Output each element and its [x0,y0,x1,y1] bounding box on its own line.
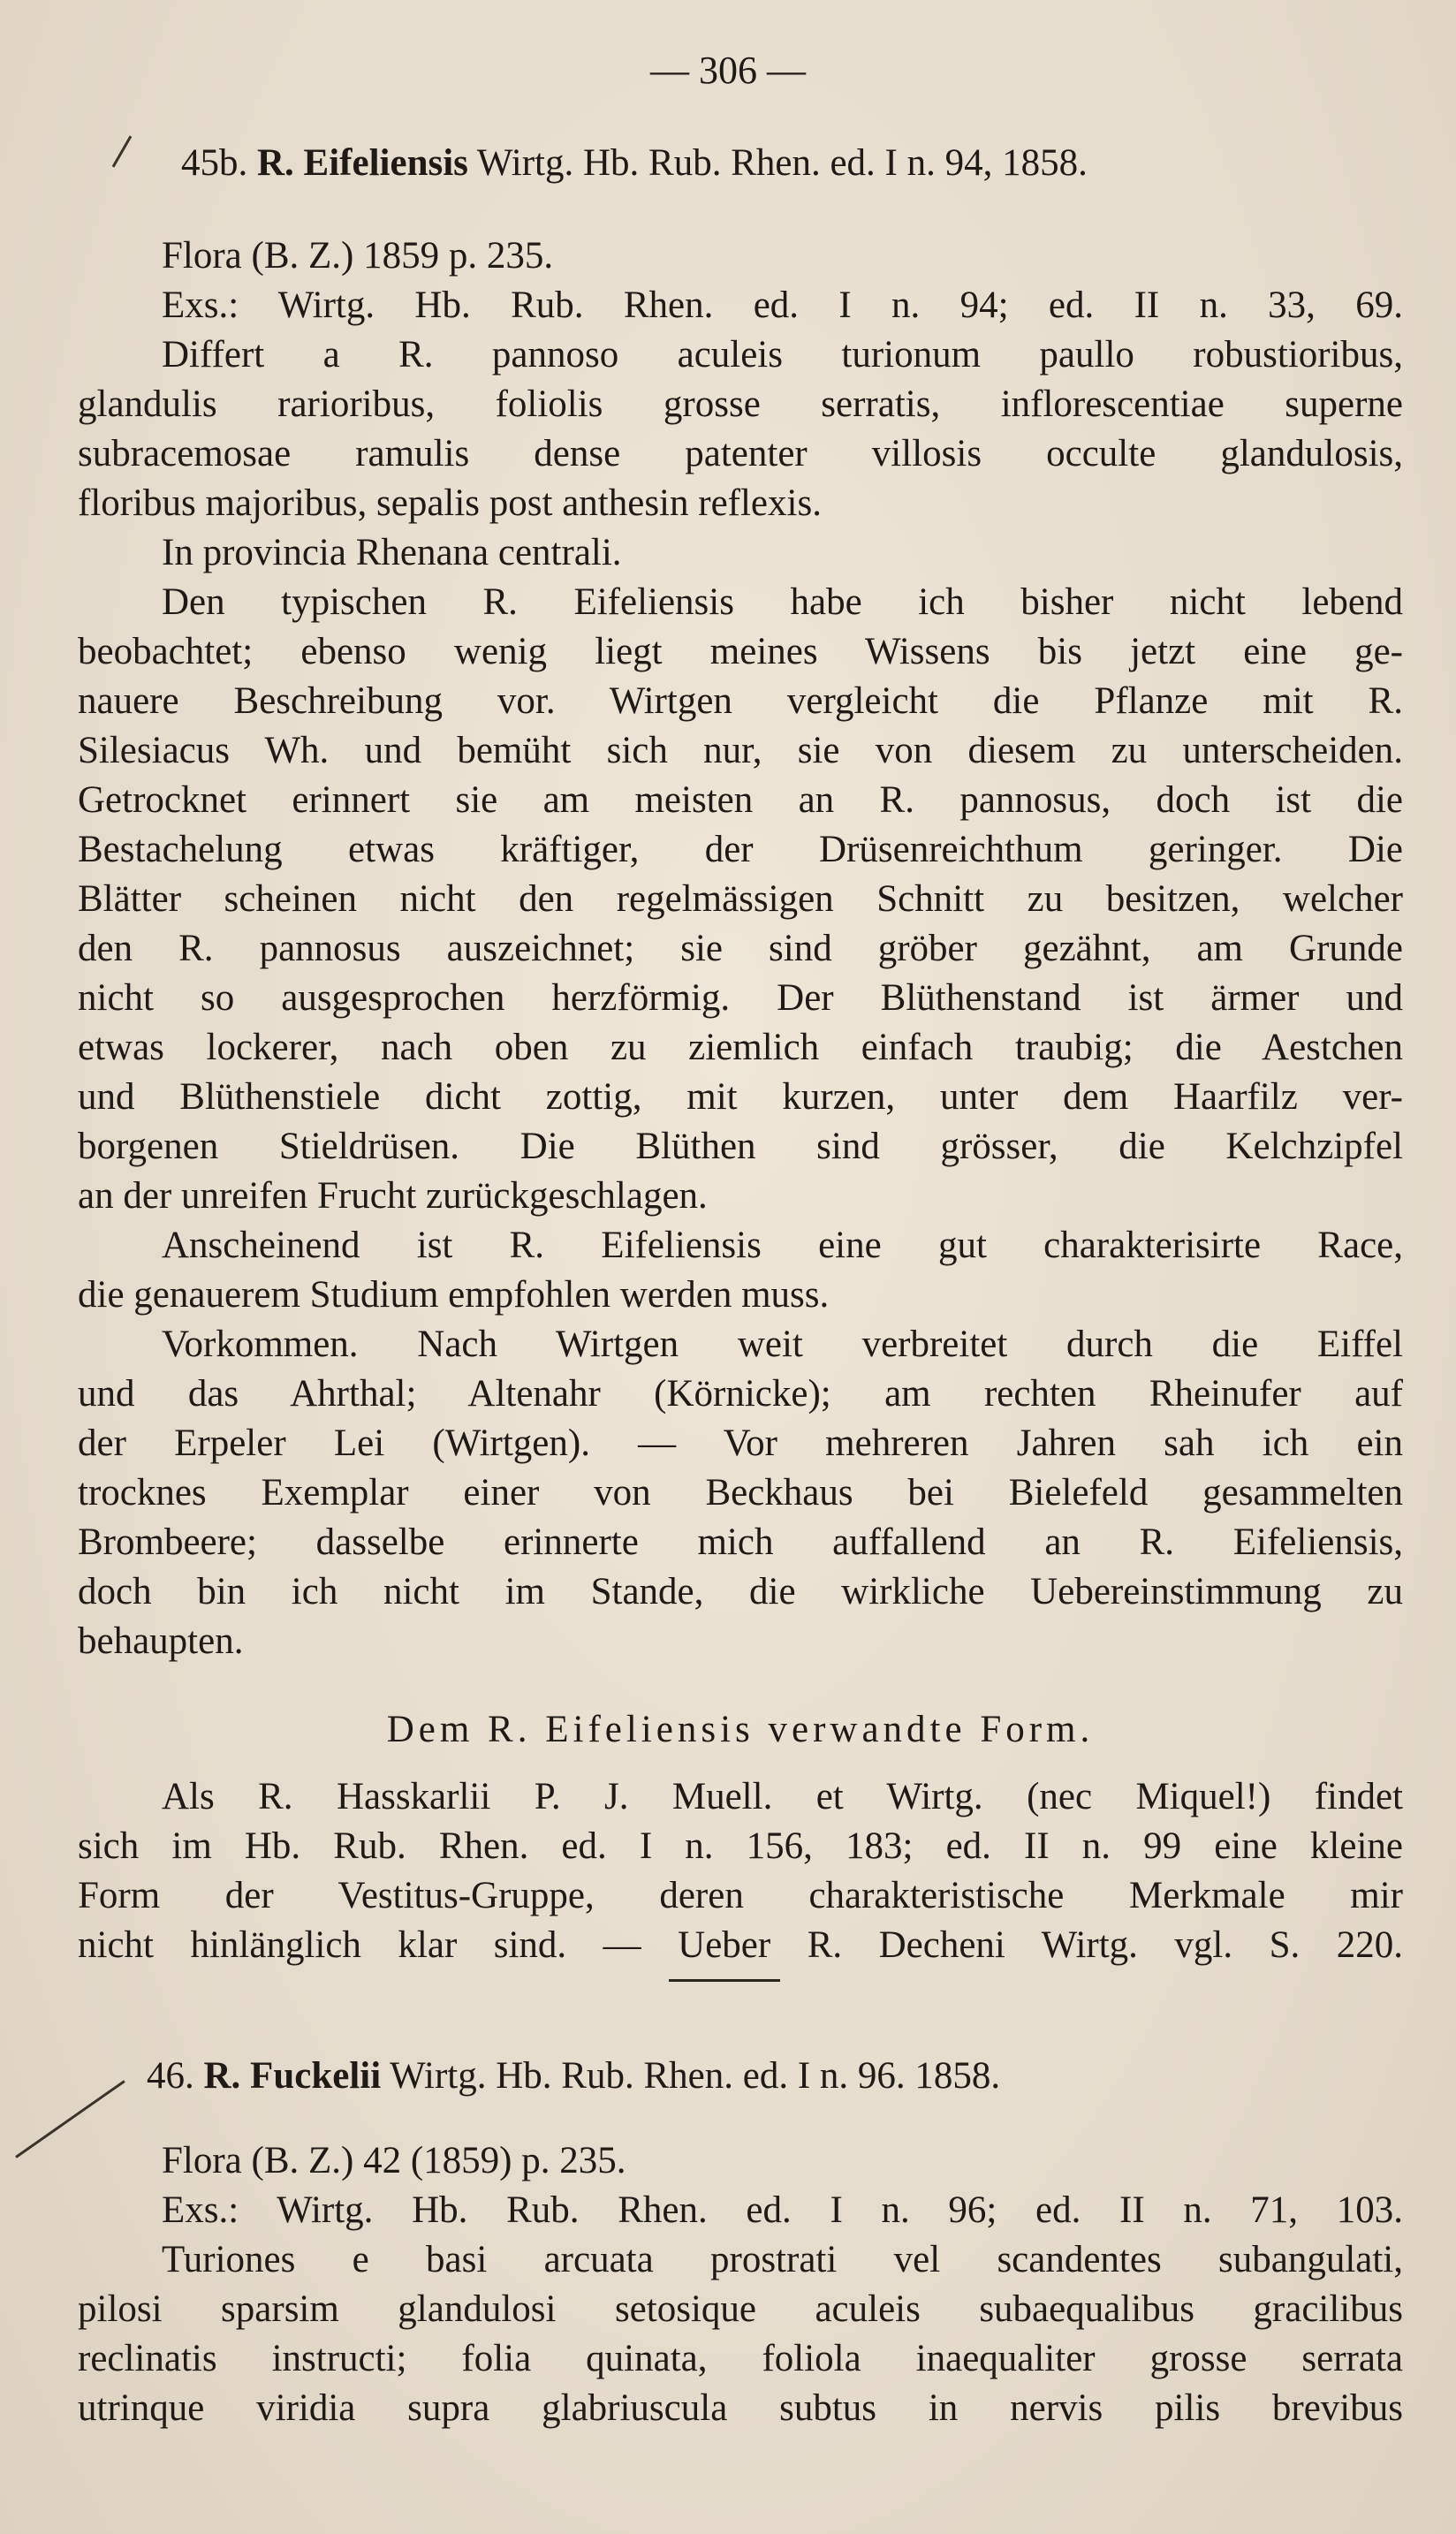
text-line: nicht hinlänglich klar sind. — Ueber R. Decheni Wirtg. vgl. S. 220. [78,1924,1403,1966]
section-heading: Dem R. Eifeliensis verwandte Form. [386,1709,1095,1750]
text-line: Exs.: Wirtg. Hb. Rub. Rhen. ed. I n. 96; ed. II n. 71, 103. [162,2189,1403,2231]
text-line: Differt a R. pannoso aculeis turionum paullo robustioribus, [162,334,1403,376]
text-line: In provincia Rhenana centrali. [162,532,622,573]
entry-46-name: R. Fuckelii [203,2055,382,2097]
text-line: trocknes Exemplar einer von Beckhaus bei Bielefeld gesammelten [78,1472,1403,1514]
text-line: nicht so ausgesprochen herzförmig. Der Blüthenstand ist ärmer und [78,977,1403,1019]
text-line: floribus majoribus, sepalis post anthesin reflexis. [78,482,822,524]
entry-46-heading [78,2052,1403,2101]
text-line: die genauerem Studium empfohlen werden muss. [78,1274,830,1316]
entry-46-authority: Wirtg. Hb. Rub. Rhen. ed. I n. 96. 1858. [390,2055,1001,2097]
page-number: — 306 — [650,49,806,92]
text-line: Vorkommen. Nach Wirtgen weit verbreitet durch die Eiffel [162,1324,1403,1365]
text-line: Blätter scheinen nicht den regelmässigen Schnitt zu besitzen, welcher [78,878,1403,920]
text-line: behaupten. [78,1620,244,1662]
section-divider [669,1979,780,1982]
text-line: Anscheinend ist R. Eifeliensis eine gut charakterisirte Race, [162,1225,1403,1266]
text-line: Form der Vestitus-Gruppe, deren charakteristische Merkmale mir [78,1875,1403,1916]
text-line: der Erpeler Lei (Wirtgen). — Vor mehreren Jahren sah ich ein [78,1423,1403,1464]
text-line: borgenen Stieldrüsen. Die Blüthen sind grösser, die Kelchzipfel [78,1126,1403,1167]
text-line: utrinque viridia supra glabriuscula subtus in nervis pilis brevibus [78,2387,1403,2429]
text-line: Brombeere; dasselbe erinnerte mich auffallend an R. Eifeliensis, [78,1521,1403,1563]
text-line: an der unreifen Frucht zurückgeschlagen. [78,1175,708,1217]
text-line: reclinatis instructi; folia quinata, foliola inaequaliter grosse serrata [78,2338,1403,2379]
text-line: nauere Beschreibung vor. Wirtgen vergleicht die Pflanze mit R. [78,680,1403,722]
entry-45b-authority: Wirtg. Hb. Rub. Rhen. ed. I n. 94, 1858. [476,142,1088,184]
entry-45b-number: 45b. [181,142,248,184]
text-line: Den typischen R. Eifeliensis habe ich bisher nicht lebend [162,581,1403,623]
text-line: und das Ahrthal; Altenahr (Körnicke); am rechten Rheinufer auf [78,1373,1403,1415]
entry-45b-name: R. Eifeliensis [257,142,468,184]
text-line: etwas lockerer, nach oben zu ziemlich einfach traubig; die Aestchen [78,1027,1403,1068]
text-line: Flora (B. Z.) 1859 p. 235. [162,235,554,277]
text-line: und Blüthenstiele dicht zottig, mit kurzen, unter dem Haarfilz ver- [78,1076,1403,1118]
text-line: Getrocknet erinnert sie am meisten an R. pannosus, doch ist die [78,779,1403,821]
text-line: Flora (B. Z.) 42 (1859) p. 235. [162,2140,626,2181]
text-line: Bestachelung etwas kräftiger, der Drüsenreichthum geringer. Die [78,829,1403,870]
entry-45b-heading [78,139,1403,188]
text-line: pilosi sparsim glandulosi setosique aculeis subaequalibus gracilibus [78,2288,1403,2330]
text-line: sich im Hb. Rub. Rhen. ed. I n. 156, 183; ed. II n. 99 eine kleine [78,1825,1403,1867]
text-line: glandulis rarioribus, foliolis grosse serratis, inflorescentiae superne [78,383,1403,425]
text-line: doch bin ich nicht im Stande, die wirkliche Uebereinstimmung zu [78,1571,1403,1612]
text-line: Exs.: Wirtg. Hb. Rub. Rhen. ed. I n. 94; ed. II n. 33, 69. [162,285,1403,326]
entry-46-number: 46. [147,2055,194,2097]
text-line: Silesiacus Wh. und bemüht sich nur, sie von diesem zu unterscheiden. [78,730,1403,771]
text-line: Als R. Hasskarlii P. J. Muell. et Wirtg. (nec Miquel!) findet [162,1776,1403,1817]
text-line: beobachtet; ebenso wenig liegt meines Wissens bis jetzt eine ge- [78,631,1403,672]
text-line: Turiones e basi arcuata prostrati vel scandentes subangulati, [162,2239,1403,2280]
text-line: den R. pannosus auszeichnet; sie sind gröber gezähnt, am Grunde [78,928,1403,969]
text-line: subracemosae ramulis dense patenter villosis occulte glandulosis, [78,433,1403,474]
